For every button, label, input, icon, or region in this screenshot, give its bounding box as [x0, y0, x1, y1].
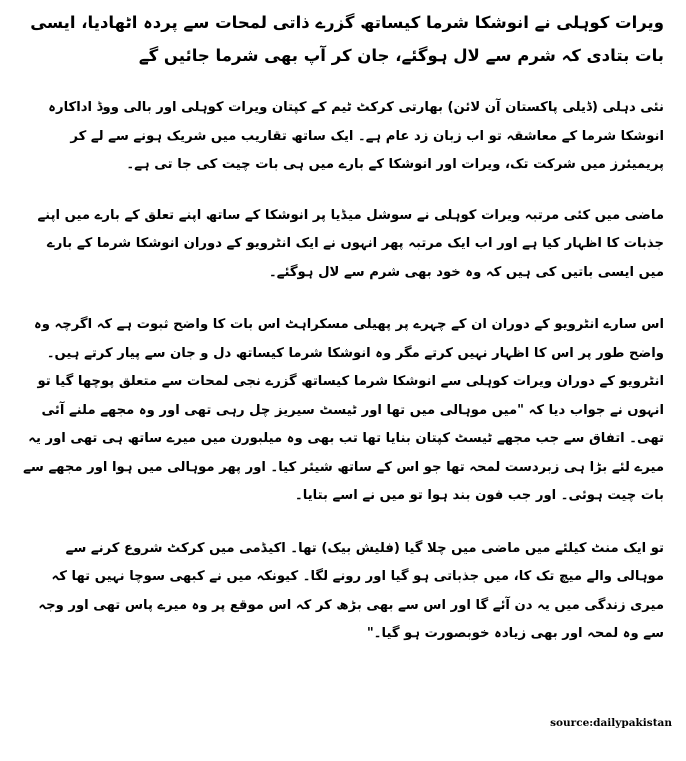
paragraph-social-media: ماضی میں کئی مرتبہ ویرات کوہلی نے سوشل میڈیا پر انوشکا کے ساتھ اپنے تعلق کے بارے میں اپنے جذبات کا اظہار کیا ہے اور اب ایک مرتبہ پھر انہوں نے ایک انٹرویو کے دوران انوشکا شرما کے بارے میں ایسی باتیں کی ہیں کہ وہ خود بھی شرم سے لال ہوگئے۔ [37, 207, 664, 280]
paragraph-interview: اس سارے انٹرویو کے دوران ان کے چہرے پر پھیلی مسکراہٹ اس بات کا واضح ثبوت ہے کہ اگرچہ وہ واضح طور پر اس کا اظہار نہیں کرتے مگر وہ انوشکا شرما کیساتھ دل و جان سے پیار کرتے ہیں۔ انٹرویو کے دوران ویرات کوہلی سے انوشکا شرما کیساتھ گزرے نجی لمحات سے متعلق پوچھا گیا تو انہوں نے جواب دیا کہ "میں موہالی میں تھا اور ٹیسٹ سیریز چل رہی تھی اور وہ مجھے ملنے آئی تھی۔ اتفاق سے جب مجھے ٹیسٹ کپتان بنایا تھا تب بھی وہ میلبورن میں میرے ساتھ ہی تھی اور یہ میرے لئے بڑا ہی زبردست لمحہ تھا جو اس کے ساتھ شیئر کیا۔ اور پھر موہالی میں ہوا اور مجھے سے بات چیت ہوئی۔ اور جب فون بند ہوا تو میں نے اسے بتایا۔ [23, 317, 664, 503]
paragraph-intro: نئی دہلی (ڈیلی پاکستان آن لائن) بھارتی کرکٹ ٹیم کے کپتان ویرات کوہلی اور بالی ووڈ اداکارہ انوشکا شرما کے معاشقہ تو اب زبان زد عام ہے۔ ایک ساتھ تقاریب میں شریک ہونے سے لے کر پریمیئرز میں شرکت تک، ویرات اور انوشکا کے بارے میں ہی بات چیت کی جا تی ہے۔ [48, 100, 664, 172]
source-credit: source:dailypakistan [550, 717, 672, 729]
article-body [22, 6, 664, 673]
article-headline: ویرات کوہلی نے انوشکا شرما کیساتھ گزرے ذاتی لمحات سے پردہ اٹھادیا، ایسی بات بتادی کہ شرم سے لال ہوگئے، جان کر آپ بھی شرما جائیں گے [30, 13, 664, 65]
paragraph-flashback: تو ایک منٹ کیلئے میں ماضی میں چلا گیا (فلیش بیک) تھا۔ اکیڈمی میں کرکٹ شروع کرنے سے موہالی والے میچ تک کا، میں جذباتی ہو گیا اور رونے لگا۔ کیونکہ میں نے کبھی سوچا نہیں تھا کہ میری زندگی میں یہ دن آئے گا اور اس سے بھی بڑھ کر کہ اس موقع پر وہ میرے پاس تھی اور وجہ سے وہ لمحہ اور بھی زیادہ خوبصورت ہو گیا۔" [38, 540, 664, 641]
